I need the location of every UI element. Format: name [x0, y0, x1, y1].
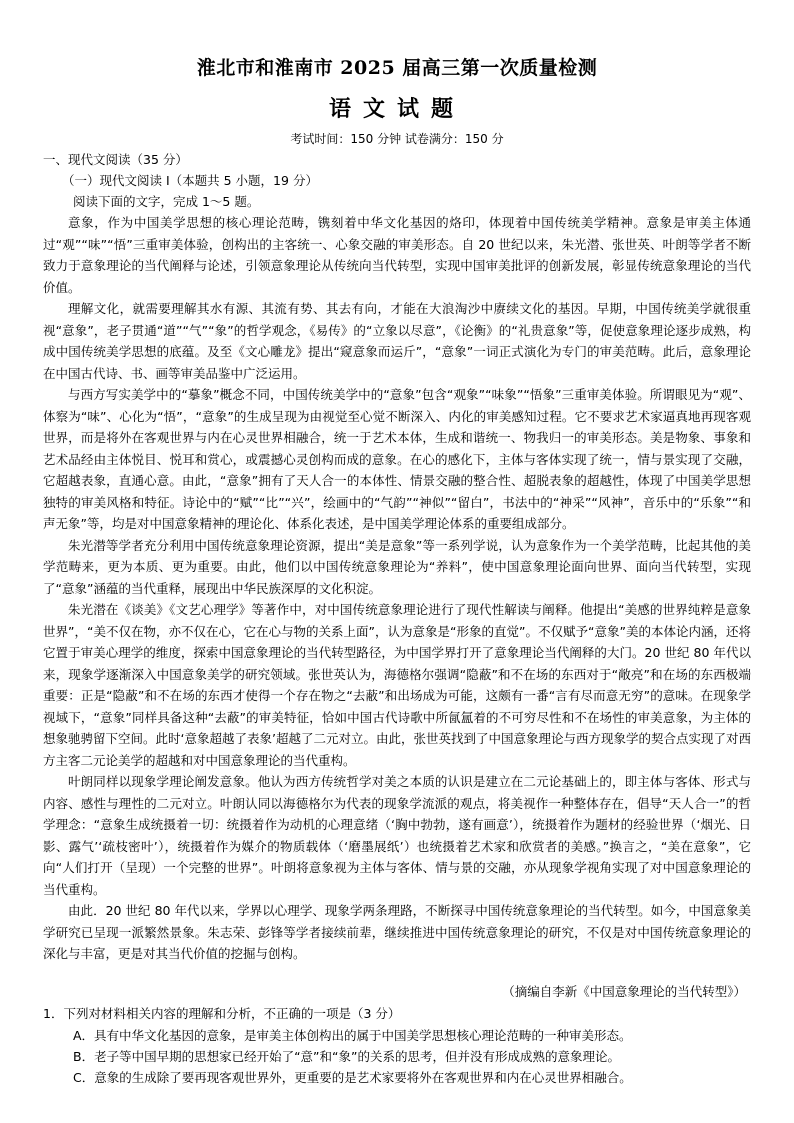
passage-paragraph: 朱光潜等学者充分利用中国传统意象理论资源，提出“美是意象”等一系列学说，认为意象作为一个美学范畴，比起其他的美学范畴来，更为本质、更为重要。由此，他们以中国传统意象理论为“养料”，使中国意象理论面向世界、面向当代转型，实现了“意象”涵蕴的当代重释，展现出中华民族深厚的文化积淀。 [43, 537, 751, 596]
option-b: B．老子等中国早期的思想家已经开始了“意”和“象”的关系的思考，但并没有形成成熟的意象理论。 [73, 1049, 620, 1064]
passage-paragraph: 叶朗同样以现象学理论阐发意象。他认为西方传统哲学对美之本质的认识是建立在二元论基础上的，即主体与客体、形式与内容、感性与理性的二元对立。叶朗认同以海德格尔为代表的现象学流派的观点，将美视作一种整体存在，倡导“天人合一”的哲学理念：“意象生成统摄着一切：统摄着作为动机的心理意绪（‘胸中勃勃，遂有画意’），统摄着作为题材的经验世界（‘烟光、日影、露气’‘疏枝密叶’），统摄着作为媒介的物质载体（‘磨墨展纸’）也统摄着艺术家和欣赏者的美感。”换言之，“美在意象”，它向“人们打开（呈现）一个完整的世界”。叶朗将意象视为主体与客体、情与景的交融，亦从现象学视角实现了对中国意象理论的当代重构。 [43, 774, 752, 897]
subject-title: 语文试题 [328, 96, 465, 122]
passage-paragraph: 意象，作为中国美学思想的核心理论范畴，镌刻着中华文化基因的烙印，体现着中国传统美学精神。意象是审美主体通过“观”“味”“悟”三重审美体验，创构出的主客统一、心象交融的审美形态。自 20 世纪以来，朱光潜、张世英、叶朗等学者不断致力于意象理论的当代阐释与论述，引领意象理论从传统向当代转型，实现中国审美批评的创新发展，彰显传统意象理论的当代价值。 [43, 215, 751, 295]
exam-title: 淮北市和淮南市 2025 届高三第一次质量检测 [196, 57, 598, 79]
option-c: C．意象的生成除了要再现客观世界外，更重要的是艺术家要将外在客观世界和内在心灵世界相融合。 [73, 1070, 632, 1085]
passage-paragraph: 朱光潜在《谈美》《文艺心理学》等著作中，对中国传统意象理论进行了现代性解读与阐释。他提出“美感的世界纯粹是意象世界”，“美不仅在物，亦不仅在心，它在心与物的关系上面”，认为意象是“形象的直觉”。不仅赋予“意象”美的本体论内涵，还将它置于审美心理学的维度，探索中国意象理论的当代转型路径，为中国学界打开了意象理论当代阐释的大门。20 世纪 80 年代以来，现象学逐渐深入中国意象美学的研究领域。张世英认为，海德格尔强调“隐蔽”和不在场的东西对于“敞亮”和在场的东西极端重要：正是“隐蔽”和不在场的东西才使得一个存在物之“去蔽”和出场成为可能，这颇有一番“言有尽而意无穷”的意味。在现象学视域下，“意象”同样具备这种“去蔽”的审美特征，恰如中国古代诗歌中所氤氲着的不可穷尽性和不在场性的审美意象，为主体的想象驰骋留下空间。此时‘意象超越了表象’超越了二元对立。由此，张世英找到了中国意象理论与西方现象学的契合点实现了对西方主客二元论美学的超越和对中国意象理论的当代重构。 [43, 602, 751, 768]
passage-source: （摘编自李新《中国意象理论的当代转型》） [502, 984, 746, 999]
reading-instruction: 阅读下面的文字，完成 1～5 题。 [73, 194, 260, 209]
section-heading: 一、现代文阅读（35 分） [43, 152, 188, 167]
passage-paragraph: 与西方写实美学中的“摹象”概念不同，中国传统美学中的“意象”包含“观象”“味象”“悟象”三重审美体验。所谓眼见为“观”、体察为“味”、心化为“悟”，“意象”的生成呈现为由视觉至心觉不断深入、内化的审美感知过程。它不要求艺术家逼真地再现客观世界，而是将外在客观世界与内在心灵世界相融合，统一于艺术本体，生成和谐统一、物我归一的审美形态。美是物象、事象和艺术品经由主体悦目、悦耳和赏心，或震撼心灵创构而成的意象。在心的感化下，主体与客体实现了统一，情与景实现了交融，它超越表象，直通心意。由此，“意象”拥有了天人合一的本体性、情景交融的整合性、超脱表象的超越性，体现了中国美学思想独特的审美风格和特征。诗论中的“赋”“比”“兴”，绘画中的“气韵”“神似”“留白”，书法中的“神采”“风神”，音乐中的“乐象”“和声无象”等，均是对中国意象精神的理论化、体系化表述，是中国美学理论体系的重要组成部分。 [43, 387, 751, 531]
question-stem: 1．下列对材料相关内容的理解和分析，不正确的一项是（3 分） [43, 1006, 401, 1021]
passage-paragraph: 由此．20 世纪 80 年代以来，学界以心理学、现象学两条理路，不断探寻中国传统意象理论的当代转型。如今，中国意象美学研究已呈现一派繁然景象。朱志荣、彭锋等学者接续前辈，继续推进中国传统意象理论的研究，不仅是对中国传统意象理论的深化与丰富，更是对其当代价值的挖掘与创构。 [43, 903, 751, 961]
section-subheading: （一）现代文阅读 I（本题共 5 小题，19 分） [62, 173, 318, 188]
reading-passage [43, 212, 751, 965]
option-a: A．具有中华文化基因的意象，是审美主体创构出的属于中国美学思想核心理论范畴的一种审美形态。 [73, 1028, 632, 1043]
exam-info: 考试时间：150 分钟 试卷满分：150 分 [290, 132, 504, 146]
passage-paragraph: 理解文化，就需要理解其水有源、其流有势、其去有向，才能在大浪淘沙中赓续文化的基因。早期，中国传统美学就很重视“意象”，老子贯通“道”“气”“象”的哲学观念，《易传》的“立象以尽意”，《论衡》的“礼贵意象”等，促使意象理论逐步成熟，构成中国传统美学思想的底蕴。及至《文心雕龙》提出“窥意象而运斤”，“意象”一词正式演化为专门的审美范畴。此后，意象理论在中国古代诗、书、画等审美品鉴中广泛运用。 [43, 301, 751, 381]
